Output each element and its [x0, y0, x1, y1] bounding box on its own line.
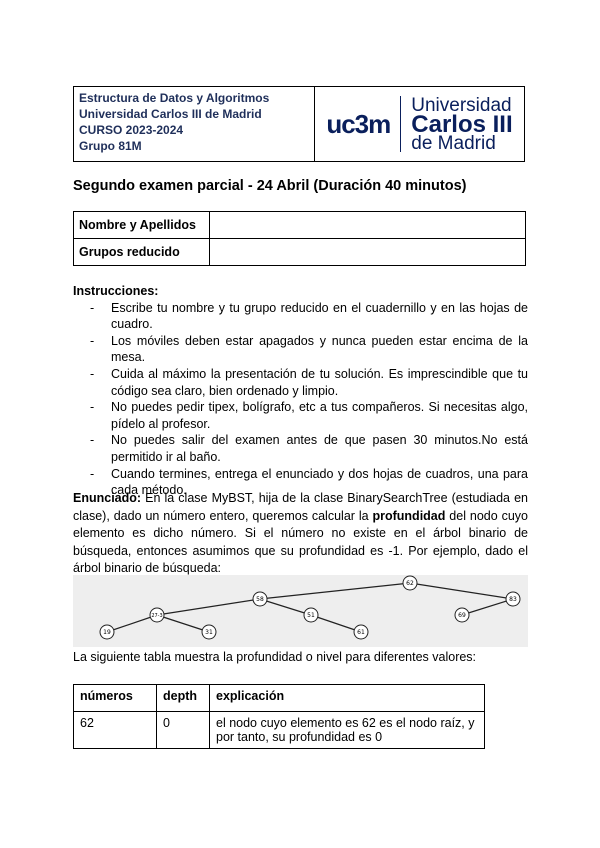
instruction-item: - No puedes salir del examen antes de que pasen 30 minutos.No está permitido ir al baño.: [73, 432, 528, 465]
svg-text:51: 51: [307, 612, 315, 619]
instruction-item: - Cuando termines, entrega el enunciado y dos hojas de cuadros, una para cada método.: [73, 466, 528, 499]
statement-bold: profundidad: [372, 508, 446, 523]
exam-title: Segundo examen parcial - 24 Abril (Duración 40 minutos): [73, 178, 467, 194]
col-header: depth: [157, 685, 210, 712]
svg-text:27-3: 27-3: [151, 613, 163, 619]
group-field[interactable]: [210, 239, 526, 266]
svg-text:58: 58: [256, 596, 264, 603]
svg-text:69: 69: [458, 612, 466, 619]
cell: 62: [74, 712, 157, 749]
depth-table: [73, 684, 485, 749]
logo-short: uc3m: [326, 108, 391, 139]
header-box: [73, 86, 525, 162]
statement-text: del nodo cuyo elemento es dicho número. Si el número no existe en el árbol binario de búsqueda, entonces asumimos que su profundidad es -1. Por ejemplo, dado el árbol binario de búsqueda:: [73, 508, 529, 576]
uc3m-logo: [315, 87, 524, 161]
student-form: [73, 211, 526, 266]
instruction-item: - Escribe tu nombre y tu grupo reducido en el cuadernillo y en las hojas de cuadro.: [73, 300, 528, 333]
table-intro: La siguiente tabla muestra la profundidad o nivel para diferentes valores:: [73, 650, 477, 664]
statement-text: En la clase MyBST, hija de la clase BinarySearchTree (estudiada en clase), dado un número entero, queremos calcular la: [73, 491, 528, 523]
group: Grupo 81M: [79, 139, 142, 153]
cell: el nodo cuyo elemento es 62 es el nodo raíz, y por tanto, su profundidad es 0: [210, 712, 485, 749]
logo-line3: de Madrid: [411, 132, 496, 154]
col-header: números: [74, 685, 157, 712]
tree-node: [354, 625, 368, 639]
statement: [73, 490, 528, 578]
instructions-heading: Instrucciones:: [73, 284, 159, 298]
tree-node: [506, 592, 520, 606]
col-header: explicación: [210, 685, 485, 712]
tree-node: [455, 608, 469, 622]
logo-divider: [400, 96, 401, 152]
tree-node: [403, 576, 417, 590]
svg-text:31: 31: [205, 629, 213, 636]
logo-line2: Carlos III: [411, 110, 513, 138]
svg-text:62: 62: [406, 580, 414, 587]
tree-node: [150, 608, 164, 622]
university-name: Universidad Carlos III de Madrid: [79, 107, 262, 121]
tree-node: [304, 608, 318, 622]
instruction-item: - Los móviles deben estar apagados y nunca pueden estar encima de la mesa.: [73, 333, 528, 366]
course-info: [74, 87, 315, 161]
name-label: Nombre y Apellidos: [74, 212, 210, 239]
svg-text:83: 83: [509, 596, 517, 603]
logo-line1: Universidad: [411, 94, 512, 116]
svg-text:19: 19: [103, 629, 111, 636]
bst-diagram: [73, 575, 528, 647]
instruction-item: - Cuida al máximo la presentación de tu solución. Es imprescindible que tu código sea claro, bien ordenado y limpio.: [73, 366, 528, 399]
instruction-item: - No puedes pedir tipex, bolígrafo, etc a tus compañeros. Si necesitas algo, pídelo al profesor.: [73, 399, 528, 432]
svg-text:61: 61: [357, 629, 365, 636]
name-field[interactable]: [210, 212, 526, 239]
table-row: [74, 712, 485, 749]
tree-node: [202, 625, 216, 639]
course-year: CURSO 2023-2024: [79, 123, 184, 137]
instructions: [73, 283, 528, 499]
tree-node: [253, 592, 267, 606]
tree-node: [100, 625, 114, 639]
cell: 0: [157, 712, 210, 749]
group-label: Grupos reducido: [74, 239, 210, 266]
statement-label: Enunciado:: [73, 491, 142, 505]
course-name: Estructura de Datos y Algoritmos: [79, 91, 270, 105]
